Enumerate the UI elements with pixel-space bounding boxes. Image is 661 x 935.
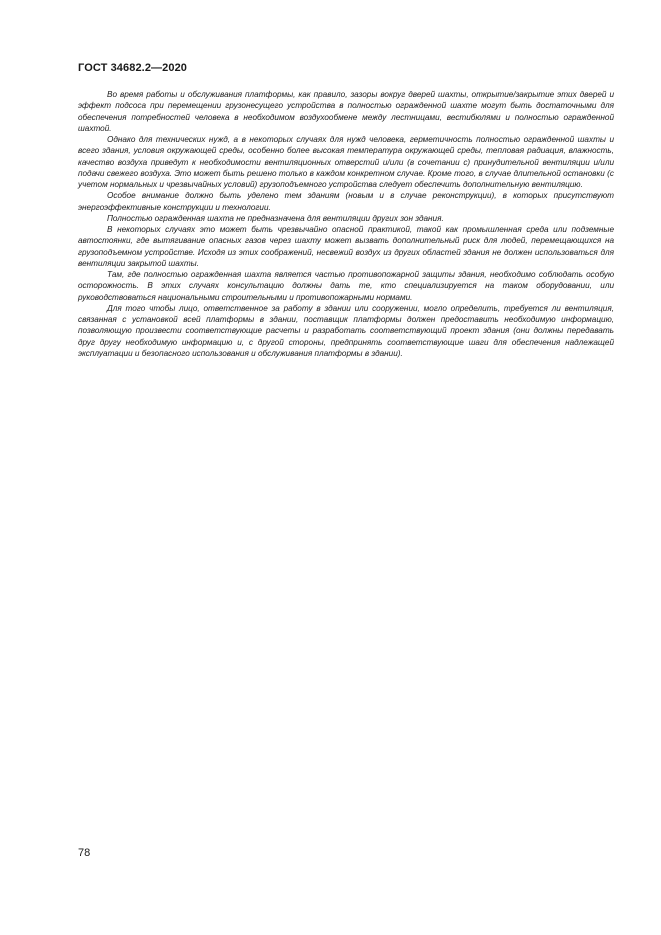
paragraph-fire-protection: Там, где полностью огражденная шахта является частью противопожарной защиты здания, необходимо соблюдать особую осторожность. В этих случаях консультацию должны дать те, кто специализируется на таком оборудовании, или руководствоваться национальными строительными и противопожарными нормами. xyxy=(78,270,614,302)
paragraph-supplier-information: Для того чтобы лицо, ответственное за работу в здании или сооружении, могло определить, требуется ли вентиляция, связанная с установкой всей платформы в здании, поставщик платформы должен предоставить необходимую информацию, позволяющую произвести соответствующие расчеты и разработать соответствующий проект здания (они должны передавать друг другу необходимую информацию и, с другой стороны, предпринять соответствующие шаги для обеспечения надлежащей эксплуатации и безопасного использования и обслуживания платформы в здании). xyxy=(78,303,614,358)
paragraph-ventilation-normal-operation: Во время работы и обслуживания платформы, как правило, зазоры вокруг дверей шахты, открытие/закрытие этих дверей и эффект подсоса при перемещении грузонесущего устройства в полностью огражденной шахте могут быть достаточными для обеспечения потребностей человека в необходимом воздухообмене между лестницами, вестибюлями и полностью огражденной шахтой. xyxy=(78,90,614,133)
paragraph-energy-efficient-buildings: Особое внимание должно быть уделено тем зданиям (новым и в случае реконструкции), в которых присутствуют энергоэффективные конструкции и технологии. xyxy=(78,191,614,212)
document-header-standard: ГОСТ 34682.2—2020 xyxy=(78,62,188,74)
paragraph-dangerous-practice: В некоторых случаях это может быть чрезвычайно опасной практикой, такой как промышленная среда или подземные автостоянки, где вытягивание опасных газов через шахту может вызвать дополнительный риск для людей, перемещающихся на грузоподъемном устройстве. Исходя из этих соображений, несвежий воздух из других областей здания не должен использоваться для вентиляции закрытой шахты. xyxy=(78,225,614,268)
page-number: 78 xyxy=(78,847,91,859)
paragraph-shaft-not-for-ventilation: Полностью огражденная шахта не предназначена для вентиляции других зон здания. xyxy=(107,213,444,223)
paragraph-technical-needs: Однако для технических нужд, а в некоторых случаях для нужд человека, герметичность полностью огражденной шахты и всего здания, условия окружающей среды, особенно более высокая температура окружающей среды, тепловая радиация, влажность, качество воздуха приведут к необходимости вентиляционных отверстий и/или (в сочетании с) принудительной вентиляции и/или подачи свежего воздуха. Это может быть решено только в каждом конкретном случае. Кроме того, в случае длительной остановки (с учетом нормальных и чрезвычайных условий) грузоподъемного устройства следует обеспечить дополнительную вентиляцию. xyxy=(78,135,614,189)
document-body xyxy=(78,89,614,359)
